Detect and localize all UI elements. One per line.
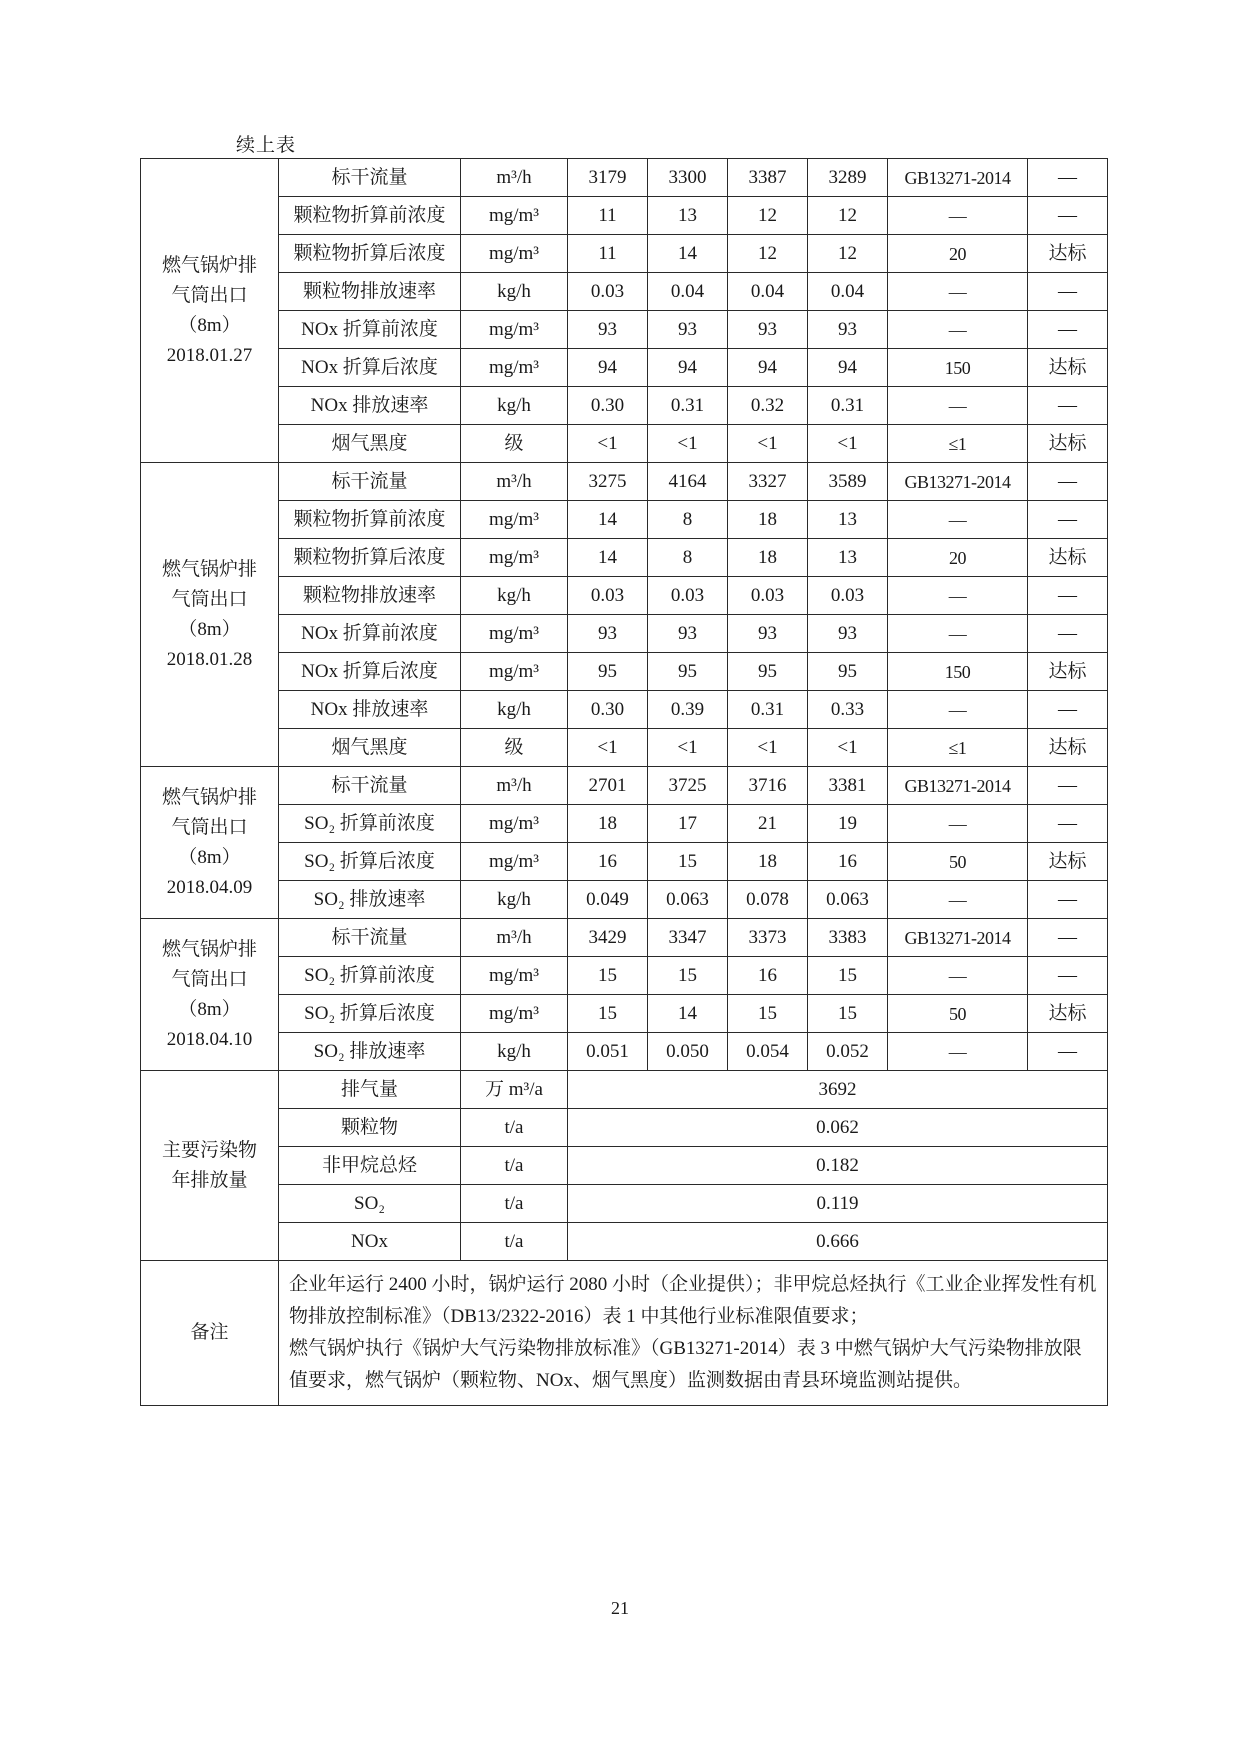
value-cell-3: 18	[728, 539, 808, 577]
table-row	[141, 1223, 1108, 1261]
item-cell: 标干流量	[279, 463, 461, 501]
table-row	[141, 425, 1108, 463]
value-cell-1: 93	[568, 615, 648, 653]
limit-cell: —	[888, 311, 1028, 349]
value-cell-2: 95	[648, 653, 728, 691]
monitoring-point-cell-line: 2018.01.27	[166, 344, 253, 366]
page-number: 21	[611, 1598, 629, 1618]
limit-cell: 150	[888, 349, 1028, 387]
value-cell-3: 18	[728, 843, 808, 881]
value-cell-1: 16	[568, 843, 648, 881]
value-cell-2: 93	[648, 615, 728, 653]
annual-value-cell: 3692	[568, 1071, 1108, 1109]
value-cell-4: 16	[808, 843, 888, 881]
limit-cell: 150	[888, 653, 1028, 691]
table-row	[141, 235, 1108, 273]
value-cell-3: 0.078	[728, 881, 808, 919]
monitoring-point-cell-line: 2018.04.10	[166, 1028, 253, 1050]
value-cell-2: 0.063	[648, 881, 728, 919]
item-cell: 标干流量	[279, 919, 461, 957]
monitoring-point-cell-line: 燃气锅炉排	[161, 786, 257, 808]
table-row	[141, 957, 1108, 995]
value-cell-2: 14	[648, 995, 728, 1033]
value-cell-2: <1	[648, 425, 728, 463]
value-cell-2: 0.39	[648, 691, 728, 729]
value-cell-1: 0.30	[568, 387, 648, 425]
monitoring-point-cell-line: 2018.04.09	[166, 876, 253, 898]
value-cell-4: 3381	[808, 767, 888, 805]
emissions-table	[140, 158, 1108, 1406]
unit-cell: mg/m³	[461, 805, 568, 843]
item-cell: NOx 折算后浓度	[279, 653, 461, 691]
table-row	[141, 1185, 1108, 1223]
value-cell-1: 14	[568, 501, 648, 539]
unit-cell: kg/h	[461, 387, 568, 425]
limit-cell: 50	[888, 995, 1028, 1033]
value-cell-1: 15	[568, 995, 648, 1033]
item-cell: 颗粒物排放速率	[279, 273, 461, 311]
monitoring-point-cell-line: 燃气锅炉排	[161, 558, 257, 580]
limit-cell: —	[888, 197, 1028, 235]
value-cell-3: <1	[728, 425, 808, 463]
item-cell: NOx 折算前浓度	[279, 615, 461, 653]
result-cell: —	[1028, 919, 1108, 957]
item-cell: SO₂ 折算前浓度	[279, 805, 461, 843]
unit-cell: mg/m³	[461, 843, 568, 881]
value-cell-3: 0.32	[728, 387, 808, 425]
value-cell-3: 0.054	[728, 1033, 808, 1071]
result-cell: —	[1028, 311, 1108, 349]
item-cell: 标干流量	[279, 767, 461, 805]
value-cell-2: 13	[648, 197, 728, 235]
limit-cell: GB13271-2014	[888, 159, 1028, 197]
value-cell-4: 12	[808, 235, 888, 273]
monitoring-point-cell-line: 气筒出口	[171, 284, 248, 306]
result-cell: —	[1028, 691, 1108, 729]
monitoring-point-cell-line: （8m）	[178, 314, 241, 336]
value-cell-3: 93	[728, 615, 808, 653]
continue-table-label: 续上表	[236, 135, 297, 156]
table-row	[141, 767, 1108, 805]
unit-cell: t/a	[461, 1109, 568, 1147]
unit-cell: mg/m³	[461, 539, 568, 577]
unit-cell: mg/m³	[461, 957, 568, 995]
pollutant-cell: NOx	[279, 1223, 461, 1261]
value-cell-1: 3429	[568, 919, 648, 957]
value-cell-2: 15	[648, 843, 728, 881]
value-cell-4: 93	[808, 311, 888, 349]
value-cell-2: 0.03	[648, 577, 728, 615]
value-cell-2: 4164	[648, 463, 728, 501]
value-cell-3: 3387	[728, 159, 808, 197]
unit-cell: 级	[461, 425, 568, 463]
value-cell-2: 93	[648, 311, 728, 349]
table-row	[141, 539, 1108, 577]
result-cell: —	[1028, 463, 1108, 501]
unit-cell: m³/h	[461, 919, 568, 957]
value-cell-4: 13	[808, 539, 888, 577]
limit-cell: —	[888, 387, 1028, 425]
value-cell-4: 13	[808, 501, 888, 539]
value-cell-1: 0.30	[568, 691, 648, 729]
value-cell-1: 3275	[568, 463, 648, 501]
limit-cell: —	[888, 501, 1028, 539]
item-cell: NOx 折算后浓度	[279, 349, 461, 387]
monitoring-point-cell-line: 2018.01.28	[166, 648, 253, 670]
table-row	[141, 577, 1108, 615]
unit-cell: m³/h	[461, 767, 568, 805]
unit-cell: kg/h	[461, 691, 568, 729]
value-cell-1: 14	[568, 539, 648, 577]
value-cell-2: 15	[648, 957, 728, 995]
result-cell: 达标	[1028, 349, 1108, 387]
value-cell-2: 3347	[648, 919, 728, 957]
value-cell-4: 3589	[808, 463, 888, 501]
limit-cell: 20	[888, 539, 1028, 577]
result-cell: —	[1028, 615, 1108, 653]
result-cell: —	[1028, 1033, 1108, 1071]
emissions-table-body	[141, 159, 1108, 1406]
value-cell-1: 18	[568, 805, 648, 843]
item-cell: 颗粒物折算前浓度	[279, 501, 461, 539]
remark-paragraph: 企业年运行 2400 小时，锅炉运行 2080 小时（企业提供）；非甲烷总烃执行《工业企业挥发性有机物排放控制标准》（DB13/2322-2016）表 1 中其他行业标准限值要求；	[289, 1274, 1097, 1327]
value-cell-4: 95	[808, 653, 888, 691]
value-cell-1: 93	[568, 311, 648, 349]
result-cell: 达标	[1028, 653, 1108, 691]
unit-cell: t/a	[461, 1223, 568, 1261]
item-cell: SO₂ 排放速率	[279, 881, 461, 919]
item-cell: NOx 折算前浓度	[279, 311, 461, 349]
value-cell-4: 0.33	[808, 691, 888, 729]
value-cell-3: 0.31	[728, 691, 808, 729]
result-cell: 达标	[1028, 235, 1108, 273]
value-cell-3: 3373	[728, 919, 808, 957]
monitoring-point-cell	[141, 767, 279, 919]
item-cell: SO₂ 排放速率	[279, 1033, 461, 1071]
item-cell: SO₂ 折算后浓度	[279, 995, 461, 1033]
item-cell: 烟气黑度	[279, 729, 461, 767]
unit-cell: 级	[461, 729, 568, 767]
value-cell-1: 0.03	[568, 577, 648, 615]
unit-cell: mg/m³	[461, 311, 568, 349]
annual-emission-label-cell	[141, 1071, 279, 1261]
result-cell: —	[1028, 387, 1108, 425]
limit-cell: —	[888, 691, 1028, 729]
value-cell-4: 0.31	[808, 387, 888, 425]
value-cell-3: 0.04	[728, 273, 808, 311]
table-row	[141, 159, 1108, 197]
result-cell: 达标	[1028, 995, 1108, 1033]
pollutant-cell: 颗粒物	[279, 1109, 461, 1147]
remark-row	[141, 1261, 1108, 1406]
monitoring-point-cell-line: （8m）	[178, 618, 241, 640]
result-cell: 达标	[1028, 729, 1108, 767]
limit-cell: —	[888, 273, 1028, 311]
unit-cell: mg/m³	[461, 349, 568, 387]
value-cell-4: 0.03	[808, 577, 888, 615]
unit-cell: 万 m³/a	[461, 1071, 568, 1109]
limit-cell: GB13271-2014	[888, 767, 1028, 805]
limit-cell: —	[888, 881, 1028, 919]
value-cell-4: 3289	[808, 159, 888, 197]
table-row	[141, 463, 1108, 501]
value-cell-3: 3716	[728, 767, 808, 805]
remark-label-cell: 备注	[141, 1261, 279, 1406]
item-cell: 标干流量	[279, 159, 461, 197]
item-cell: SO₂ 折算前浓度	[279, 957, 461, 995]
annual-value-cell: 0.119	[568, 1185, 1108, 1223]
monitoring-point-cell-line: 气筒出口	[171, 816, 248, 838]
value-cell-2: 0.31	[648, 387, 728, 425]
limit-cell: GB13271-2014	[888, 463, 1028, 501]
unit-cell: kg/h	[461, 1033, 568, 1071]
item-cell: NOx 排放速率	[279, 387, 461, 425]
value-cell-1: 15	[568, 957, 648, 995]
result-cell: —	[1028, 767, 1108, 805]
table-row	[141, 691, 1108, 729]
table-row	[141, 1033, 1108, 1071]
unit-cell: kg/h	[461, 881, 568, 919]
value-cell-4: <1	[808, 425, 888, 463]
unit-cell: t/a	[461, 1185, 568, 1223]
table-row	[141, 1147, 1108, 1185]
value-cell-1: 11	[568, 197, 648, 235]
value-cell-2: 17	[648, 805, 728, 843]
value-cell-1: 3179	[568, 159, 648, 197]
pollutant-cell: SO₂	[279, 1185, 461, 1223]
result-cell: —	[1028, 197, 1108, 235]
result-cell: —	[1028, 577, 1108, 615]
table-row	[141, 653, 1108, 691]
value-cell-1: 0.03	[568, 273, 648, 311]
monitoring-point-cell-line: （8m）	[178, 846, 241, 868]
limit-cell: —	[888, 615, 1028, 653]
value-cell-1: 94	[568, 349, 648, 387]
value-cell-4: 0.063	[808, 881, 888, 919]
table-row	[141, 1109, 1108, 1147]
result-cell: —	[1028, 881, 1108, 919]
value-cell-2: 0.050	[648, 1033, 728, 1071]
table-row	[141, 729, 1108, 767]
item-cell: SO₂ 折算后浓度	[279, 843, 461, 881]
table-row	[141, 311, 1108, 349]
unit-cell: kg/h	[461, 577, 568, 615]
unit-cell: kg/h	[461, 273, 568, 311]
value-cell-4: 94	[808, 349, 888, 387]
unit-cell: mg/m³	[461, 235, 568, 273]
value-cell-2: 8	[648, 539, 728, 577]
unit-cell: mg/m³	[461, 197, 568, 235]
value-cell-3: 3327	[728, 463, 808, 501]
item-cell: 烟气黑度	[279, 425, 461, 463]
annual-emission-label-cell-line: 年排放量	[171, 1169, 248, 1191]
result-cell: —	[1028, 501, 1108, 539]
unit-cell: m³/h	[461, 463, 568, 501]
value-cell-1: 0.051	[568, 1033, 648, 1071]
limit-cell: GB13271-2014	[888, 919, 1028, 957]
item-cell: 颗粒物折算后浓度	[279, 235, 461, 273]
table-row	[141, 805, 1108, 843]
limit-cell: —	[888, 957, 1028, 995]
limit-cell: 50	[888, 843, 1028, 881]
table-row	[141, 273, 1108, 311]
value-cell-3: 12	[728, 235, 808, 273]
value-cell-1: 2701	[568, 767, 648, 805]
remark-content-cell	[279, 1261, 1108, 1406]
value-cell-1: 0.049	[568, 881, 648, 919]
value-cell-3: <1	[728, 729, 808, 767]
result-cell: —	[1028, 805, 1108, 843]
value-cell-3: 94	[728, 349, 808, 387]
table-row	[141, 615, 1108, 653]
value-cell-4: 3383	[808, 919, 888, 957]
value-cell-4: 0.052	[808, 1033, 888, 1071]
value-cell-3: 93	[728, 311, 808, 349]
monitoring-point-cell-line: 气筒出口	[171, 968, 248, 990]
value-cell-2: 94	[648, 349, 728, 387]
table-row	[141, 881, 1108, 919]
table-row	[141, 501, 1108, 539]
value-cell-2: <1	[648, 729, 728, 767]
value-cell-4: <1	[808, 729, 888, 767]
value-cell-4: 15	[808, 957, 888, 995]
result-cell: —	[1028, 159, 1108, 197]
result-cell: 达标	[1028, 425, 1108, 463]
pollutant-cell: 非甲烷总烃	[279, 1147, 461, 1185]
result-cell: 达标	[1028, 843, 1108, 881]
annual-value-cell: 0.182	[568, 1147, 1108, 1185]
result-cell: —	[1028, 273, 1108, 311]
value-cell-1: <1	[568, 425, 648, 463]
pollutant-cell: 排气量	[279, 1071, 461, 1109]
unit-cell: mg/m³	[461, 501, 568, 539]
annual-value-cell: 0.062	[568, 1109, 1108, 1147]
monitoring-point-cell	[141, 463, 279, 767]
value-cell-2: 8	[648, 501, 728, 539]
value-cell-3: 16	[728, 957, 808, 995]
monitoring-point-cell-line: （8m）	[178, 998, 241, 1020]
item-cell: NOx 排放速率	[279, 691, 461, 729]
limit-cell: —	[888, 577, 1028, 615]
table-row	[141, 919, 1108, 957]
value-cell-3: 0.03	[728, 577, 808, 615]
monitoring-point-cell-line: 燃气锅炉排	[161, 938, 257, 960]
unit-cell: mg/m³	[461, 653, 568, 691]
table-row	[141, 387, 1108, 425]
remark-paragraph: 燃气锅炉执行《锅炉大气污染物排放标准》（GB13271-2014）表 3 中燃气锅炉大气污染物排放限值要求，燃气锅炉（颗粒物、NOx、烟气黑度）监测数据由青县环境监测站提供。	[289, 1338, 1082, 1391]
limit-cell: 20	[888, 235, 1028, 273]
table-row	[141, 197, 1108, 235]
value-cell-3: 95	[728, 653, 808, 691]
monitoring-point-cell-line: 气筒出口	[171, 588, 248, 610]
monitoring-point-cell-line: 燃气锅炉排	[161, 254, 257, 276]
annual-emission-label-cell-line: 主要污染物	[161, 1139, 257, 1161]
value-cell-4: 19	[808, 805, 888, 843]
monitoring-point-cell	[141, 159, 279, 463]
value-cell-3: 12	[728, 197, 808, 235]
limit-cell: —	[888, 1033, 1028, 1071]
monitoring-point-cell	[141, 919, 279, 1071]
unit-cell: m³/h	[461, 159, 568, 197]
value-cell-2: 3725	[648, 767, 728, 805]
value-cell-2: 14	[648, 235, 728, 273]
value-cell-3: 21	[728, 805, 808, 843]
value-cell-4: 0.04	[808, 273, 888, 311]
value-cell-3: 18	[728, 501, 808, 539]
value-cell-2: 0.04	[648, 273, 728, 311]
value-cell-1: 11	[568, 235, 648, 273]
limit-cell: ≤1	[888, 729, 1028, 767]
value-cell-4: 15	[808, 995, 888, 1033]
table-row	[141, 995, 1108, 1033]
value-cell-1: 95	[568, 653, 648, 691]
annual-value-cell: 0.666	[568, 1223, 1108, 1261]
value-cell-2: 3300	[648, 159, 728, 197]
unit-cell: t/a	[461, 1147, 568, 1185]
table-row	[141, 349, 1108, 387]
result-cell: —	[1028, 957, 1108, 995]
value-cell-3: 15	[728, 995, 808, 1033]
result-cell: 达标	[1028, 539, 1108, 577]
value-cell-4: 12	[808, 197, 888, 235]
item-cell: 颗粒物折算前浓度	[279, 197, 461, 235]
unit-cell: mg/m³	[461, 615, 568, 653]
table-row	[141, 843, 1108, 881]
limit-cell: ≤1	[888, 425, 1028, 463]
table-row	[141, 1071, 1108, 1109]
value-cell-1: <1	[568, 729, 648, 767]
item-cell: 颗粒物排放速率	[279, 577, 461, 615]
value-cell-4: 93	[808, 615, 888, 653]
limit-cell: —	[888, 805, 1028, 843]
item-cell: 颗粒物折算后浓度	[279, 539, 461, 577]
unit-cell: mg/m³	[461, 995, 568, 1033]
